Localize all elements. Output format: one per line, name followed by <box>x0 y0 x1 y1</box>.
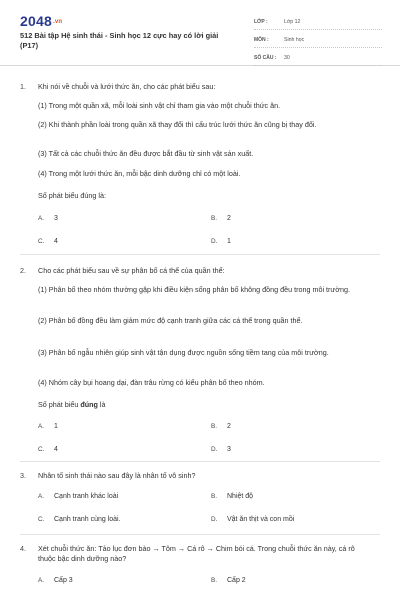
meta-label: SỐ CÂU : <box>254 55 277 61</box>
question-text: Khi nói về chuỗi và lưới thức ăn, cho các phát biểu sau: <box>38 82 216 91</box>
meta-info <box>254 15 382 69</box>
option-a[interactable]: A. 1 <box>38 423 58 430</box>
question-number: 3. <box>20 471 26 480</box>
option-d[interactable]: D. Vật ăn thịt và con mồi <box>211 516 295 523</box>
meta-value: Lớp 12 <box>284 19 301 25</box>
option-b[interactable]: B. Cấp 2 <box>211 577 246 584</box>
question-text: Xét chuỗi thức ăn: Tảo lục đơn bào → Tôm → Cá rô → Chim bói cá. Trong chuỗi thức ăn này, cá rô thuộc bậc dinh dưỡng nào? <box>38 544 355 563</box>
option-d[interactable]: D. 3 <box>211 446 231 453</box>
statement: (3) Phân bố ngẫu nhiên giúp sinh vật tận dụng được nguồn sống tiềm tang của môi trường. <box>38 348 329 357</box>
option-c[interactable]: C. 4 <box>38 446 58 453</box>
statement: (2) Phân bố đồng đều làm giảm mức độ cạnh tranh giữa các cá thể trong quần thể. <box>38 316 303 325</box>
site-logo[interactable]: 2048.vn <box>20 13 63 29</box>
meta-row-class <box>254 15 382 30</box>
option-c[interactable]: C. 4 <box>38 238 58 245</box>
option-b[interactable]: B. Nhiệt độ <box>211 493 254 500</box>
meta-label: MÔN : <box>254 37 269 43</box>
option-a[interactable]: A. 3 <box>38 215 58 222</box>
question-prompt: Số phát biểu đúng là <box>38 400 106 409</box>
page-title: 512 Bài tập Hệ sinh thái - Sinh học 12 cực hay có lời giải (P17) <box>20 31 219 50</box>
divider <box>20 534 380 535</box>
question-number: 4. <box>20 544 26 553</box>
question-number: 2. <box>20 266 26 275</box>
statement: (2) Khi thành phần loài trong quần xã thay đổi thì cấu trúc lưới thức ăn cũng bị thay đổi. <box>38 120 317 129</box>
question-text: Nhân tố sinh thái nào sau đây là nhân tố vô sinh? <box>38 471 196 480</box>
meta-value: 30 <box>284 55 290 61</box>
option-c[interactable]: C. Cạnh tranh cùng loài. <box>38 516 121 523</box>
header <box>0 0 400 66</box>
option-a[interactable]: A. Cấp 3 <box>38 577 73 584</box>
statement: (4) Nhóm cây bụi hoang dại, đàn trâu rừng có kiểu phân bố theo nhóm. <box>38 378 265 387</box>
question-prompt: Số phát biểu đúng là: <box>38 191 106 200</box>
meta-value: Sinh học <box>284 37 305 43</box>
option-d[interactable]: D. 1 <box>211 238 231 245</box>
meta-row-subject <box>254 33 382 48</box>
statement: (1) Trong một quần xã, mỗi loài sinh vật chỉ tham gia vào một chuỗi thức ăn. <box>38 101 281 110</box>
divider <box>20 461 380 462</box>
meta-row-count <box>254 51 382 66</box>
question-text: Cho các phát biểu sau về sự phân bố cá thể của quần thể: <box>38 266 225 275</box>
divider <box>20 254 380 255</box>
option-b[interactable]: B. 2 <box>211 215 231 222</box>
statement: (3) Tất cả các chuỗi thức ăn đều được bắt đầu từ sinh vật sản xuất. <box>38 149 254 158</box>
question-number: 1. <box>20 82 26 91</box>
option-a[interactable]: A. Cạnh tranh khác loài <box>38 493 119 500</box>
statement: (4) Trong một lưới thức ăn, mỗi bậc dinh dưỡng chỉ có một loài. <box>38 169 241 178</box>
statement: (1) Phân bố theo nhóm thường gặp khi điều kiện sống phân bố không đồng đều trong môi trường. <box>38 285 350 294</box>
option-b[interactable]: B. 2 <box>211 423 231 430</box>
meta-label: LỚP : <box>254 19 268 25</box>
